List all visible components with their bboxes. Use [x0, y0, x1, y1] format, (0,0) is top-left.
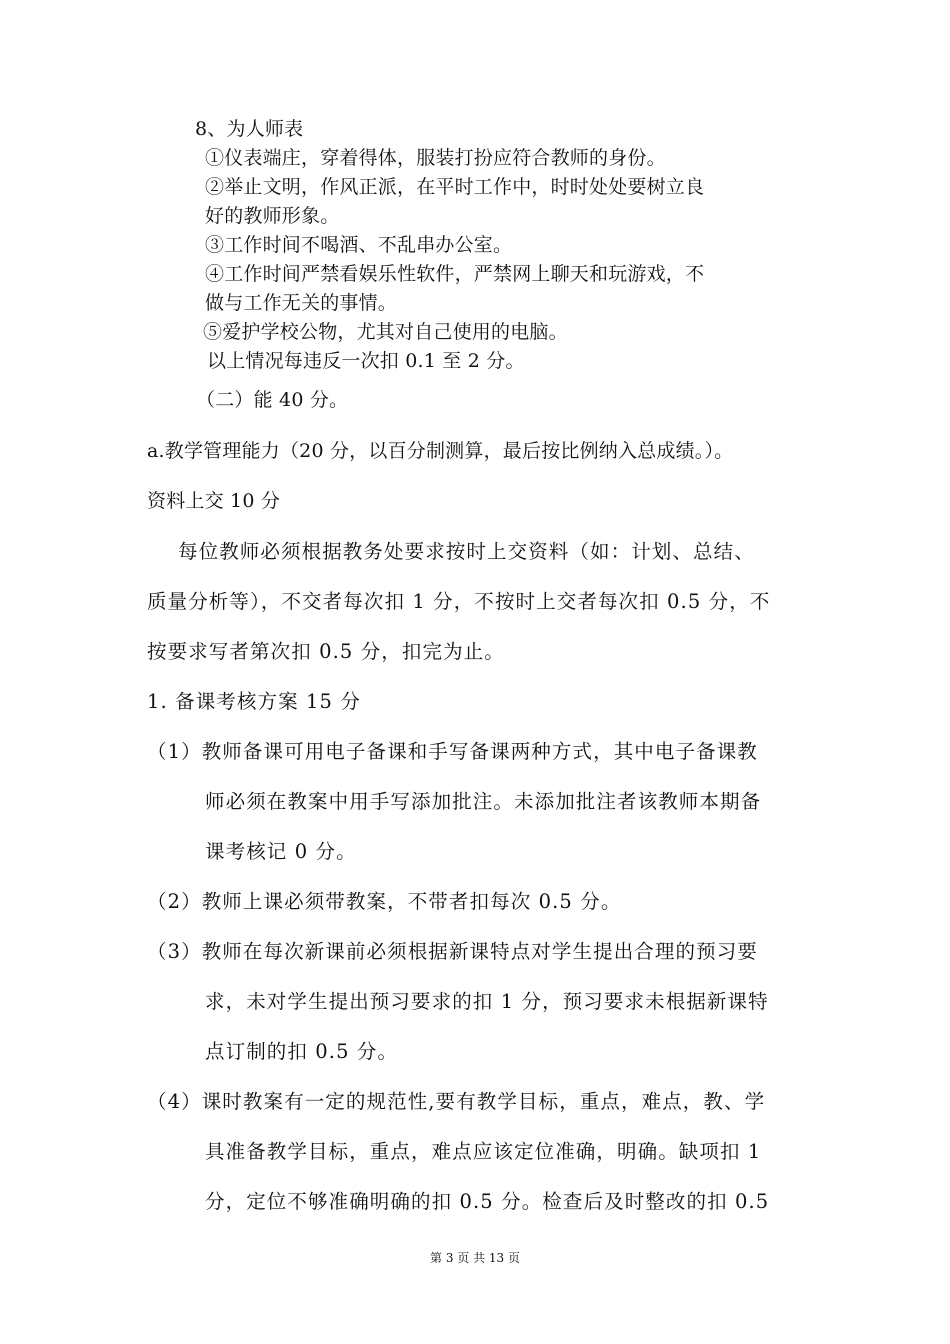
lesson-prep-item: （4）课时教案有一定的规范性,要有教学目标，重点，难点，教、学 — [147, 1090, 766, 1113]
section-8-item: 以上情况每违反一次扣 0.1 至 2 分。 — [207, 350, 525, 372]
materials-heading: 资料上交 10 分 — [147, 490, 281, 512]
lesson-prep-item: 点订制的扣 0.5 分。 — [205, 1040, 399, 1063]
ability-heading: （二）能 40 分。 — [196, 389, 349, 411]
lesson-prep-item: 分，定位不够准确明确的扣 0.5 分。检查后及时整改的扣 0.5 — [205, 1190, 770, 1213]
section-8-item: ④工作时间严禁看娱乐性软件，严禁网上聊天和玩游戏，不 — [205, 263, 705, 285]
lesson-prep-item: （3）教师在每次新课前必须根据新课特点对学生提出合理的预习要 — [147, 940, 758, 963]
lesson-prep-item: （1）教师备课可用电子备课和手写备课两种方式，其中电子备课教 — [147, 740, 758, 763]
section-8-item: 好的教师形象。 — [205, 205, 340, 227]
section-8-heading: 8、为人师表 — [195, 118, 304, 140]
lesson-prep-heading: 1. 备课考核方案 15 分 — [147, 690, 361, 713]
section-8-item: ①仪表端庄，穿着得体，服装打扮应符合教师的身份。 — [205, 147, 666, 169]
page-number-footer: 第 3 页 共 13 页 — [430, 1251, 520, 1265]
section-8-item: ⑤爱护学校公物，尤其对自己使用的电脑。 — [203, 321, 568, 343]
lesson-prep-item: 课考核记 0 分。 — [205, 840, 357, 863]
section-8-item: ②举止文明，作风正派，在平时工作中，时时处处要树立良 — [205, 176, 705, 198]
lesson-prep-item: （2）教师上课必须带教案，不带者扣每次 0.5 分。 — [147, 890, 622, 913]
lesson-prep-item: 具准备教学目标，重点，难点应该定位准确，明确。缺项扣 1 — [205, 1140, 762, 1163]
section-8-item: ③工作时间不喝酒、不乱串办公室。 — [205, 234, 513, 256]
lesson-prep-item: 求，未对学生提出预习要求的扣 1 分，预习要求未根据新课特 — [205, 990, 769, 1013]
lesson-prep-item: 师必须在教案中用手写添加批注。未添加批注者该教师本期备 — [205, 790, 762, 813]
teaching-management-heading: a.教学管理能力（20 分，以百分制测算，最后按比例纳入总成绩。）。 — [147, 440, 734, 462]
section-8-item: 做与工作无关的事情。 — [205, 292, 398, 314]
materials-paragraph-line: 质量分析等），不交者每次扣 1 分，不按时上交者每次扣 0.5 分，不 — [147, 590, 771, 613]
materials-paragraph-line: 按要求写者第次扣 0.5 分，扣完为止。 — [147, 640, 505, 663]
materials-paragraph-line: 每位教师必须根据教务处要求按时上交资料（如：计划、总结、 — [178, 540, 755, 563]
